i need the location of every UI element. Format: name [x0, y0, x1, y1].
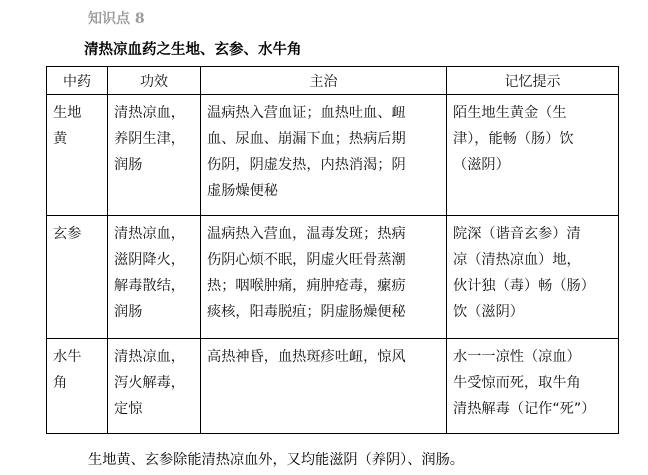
mnemonic-cell: [447, 216, 619, 339]
table-row: [47, 216, 619, 339]
indications-text: 高热神昏，血热斑疹吐衄，惊风: [207, 349, 406, 365]
drug-cell: [47, 95, 108, 216]
col-header-mnemonic: 记忆提示: [447, 67, 619, 95]
indications-text: 温病热入营血证；血热吐血、衄 血、尿血、崩漏下血；热病后期 伤阴，阴虚发热，内热消渴；阴 虚肠燥便秘: [207, 105, 406, 199]
indications-text: 温病热入营血，温毒发斑；热病 伤阴心烦不眠，阴虚火旺骨蒸潮 热；咽喉肿痛，痈肿疮毒，瘰疬 痰核，阳毒脱疽；阴虚肠燥便秘: [207, 226, 406, 320]
drug-name: 生地 黄: [53, 105, 82, 147]
efficacy-text: 清热凉血， 滋阴降火， 解毒散结， 润肠: [114, 226, 185, 320]
col-header-indications: 主治: [201, 67, 447, 95]
table-row: [47, 339, 619, 434]
col-header-drug: 中药: [47, 67, 108, 95]
drug-cell: [47, 216, 108, 339]
mnemonic-text: 陌生地生黄金（生 津），能畅（肠）饮 （滋阴）: [453, 105, 574, 173]
section-title: 清热凉血药之生地、玄参、水牛角: [84, 41, 302, 58]
knowledge-point-title: 知识点 8: [88, 11, 145, 27]
efficacy-text: 清热凉血， 泻火解毒， 定惊: [114, 349, 185, 417]
indications-cell: [201, 95, 447, 216]
drug-cell: [47, 339, 108, 434]
mnemonic-text: 院深（谐音玄参）清 凉（清热凉血）地， 伙计独（毒）畅（肠） 饮（滋阴）: [453, 226, 595, 320]
efficacy-text: 清热凉血， 养阴生津， 润肠: [114, 105, 185, 173]
herb-table: [46, 66, 619, 434]
mnemonic-cell: [447, 95, 619, 216]
mnemonic-text: 水一一凉性（凉血） 牛受惊而死，取牛角 清热解毒（记作“死”）: [453, 349, 596, 417]
indications-cell: [201, 339, 447, 434]
mnemonic-cell: [447, 339, 619, 434]
drug-name: 玄参: [53, 226, 82, 242]
summary-note: 生地黄、玄参除能清热凉血外，又均能滋阴（养阴）、润肠。: [88, 452, 464, 468]
efficacy-cell: [108, 339, 201, 434]
col-header-efficacy: 功效: [108, 67, 201, 95]
table-row: [47, 95, 619, 216]
table-header-row: [47, 67, 619, 95]
efficacy-cell: [108, 95, 201, 216]
indications-cell: [201, 216, 447, 339]
efficacy-cell: [108, 216, 201, 339]
drug-name: 水牛 角: [53, 349, 82, 391]
